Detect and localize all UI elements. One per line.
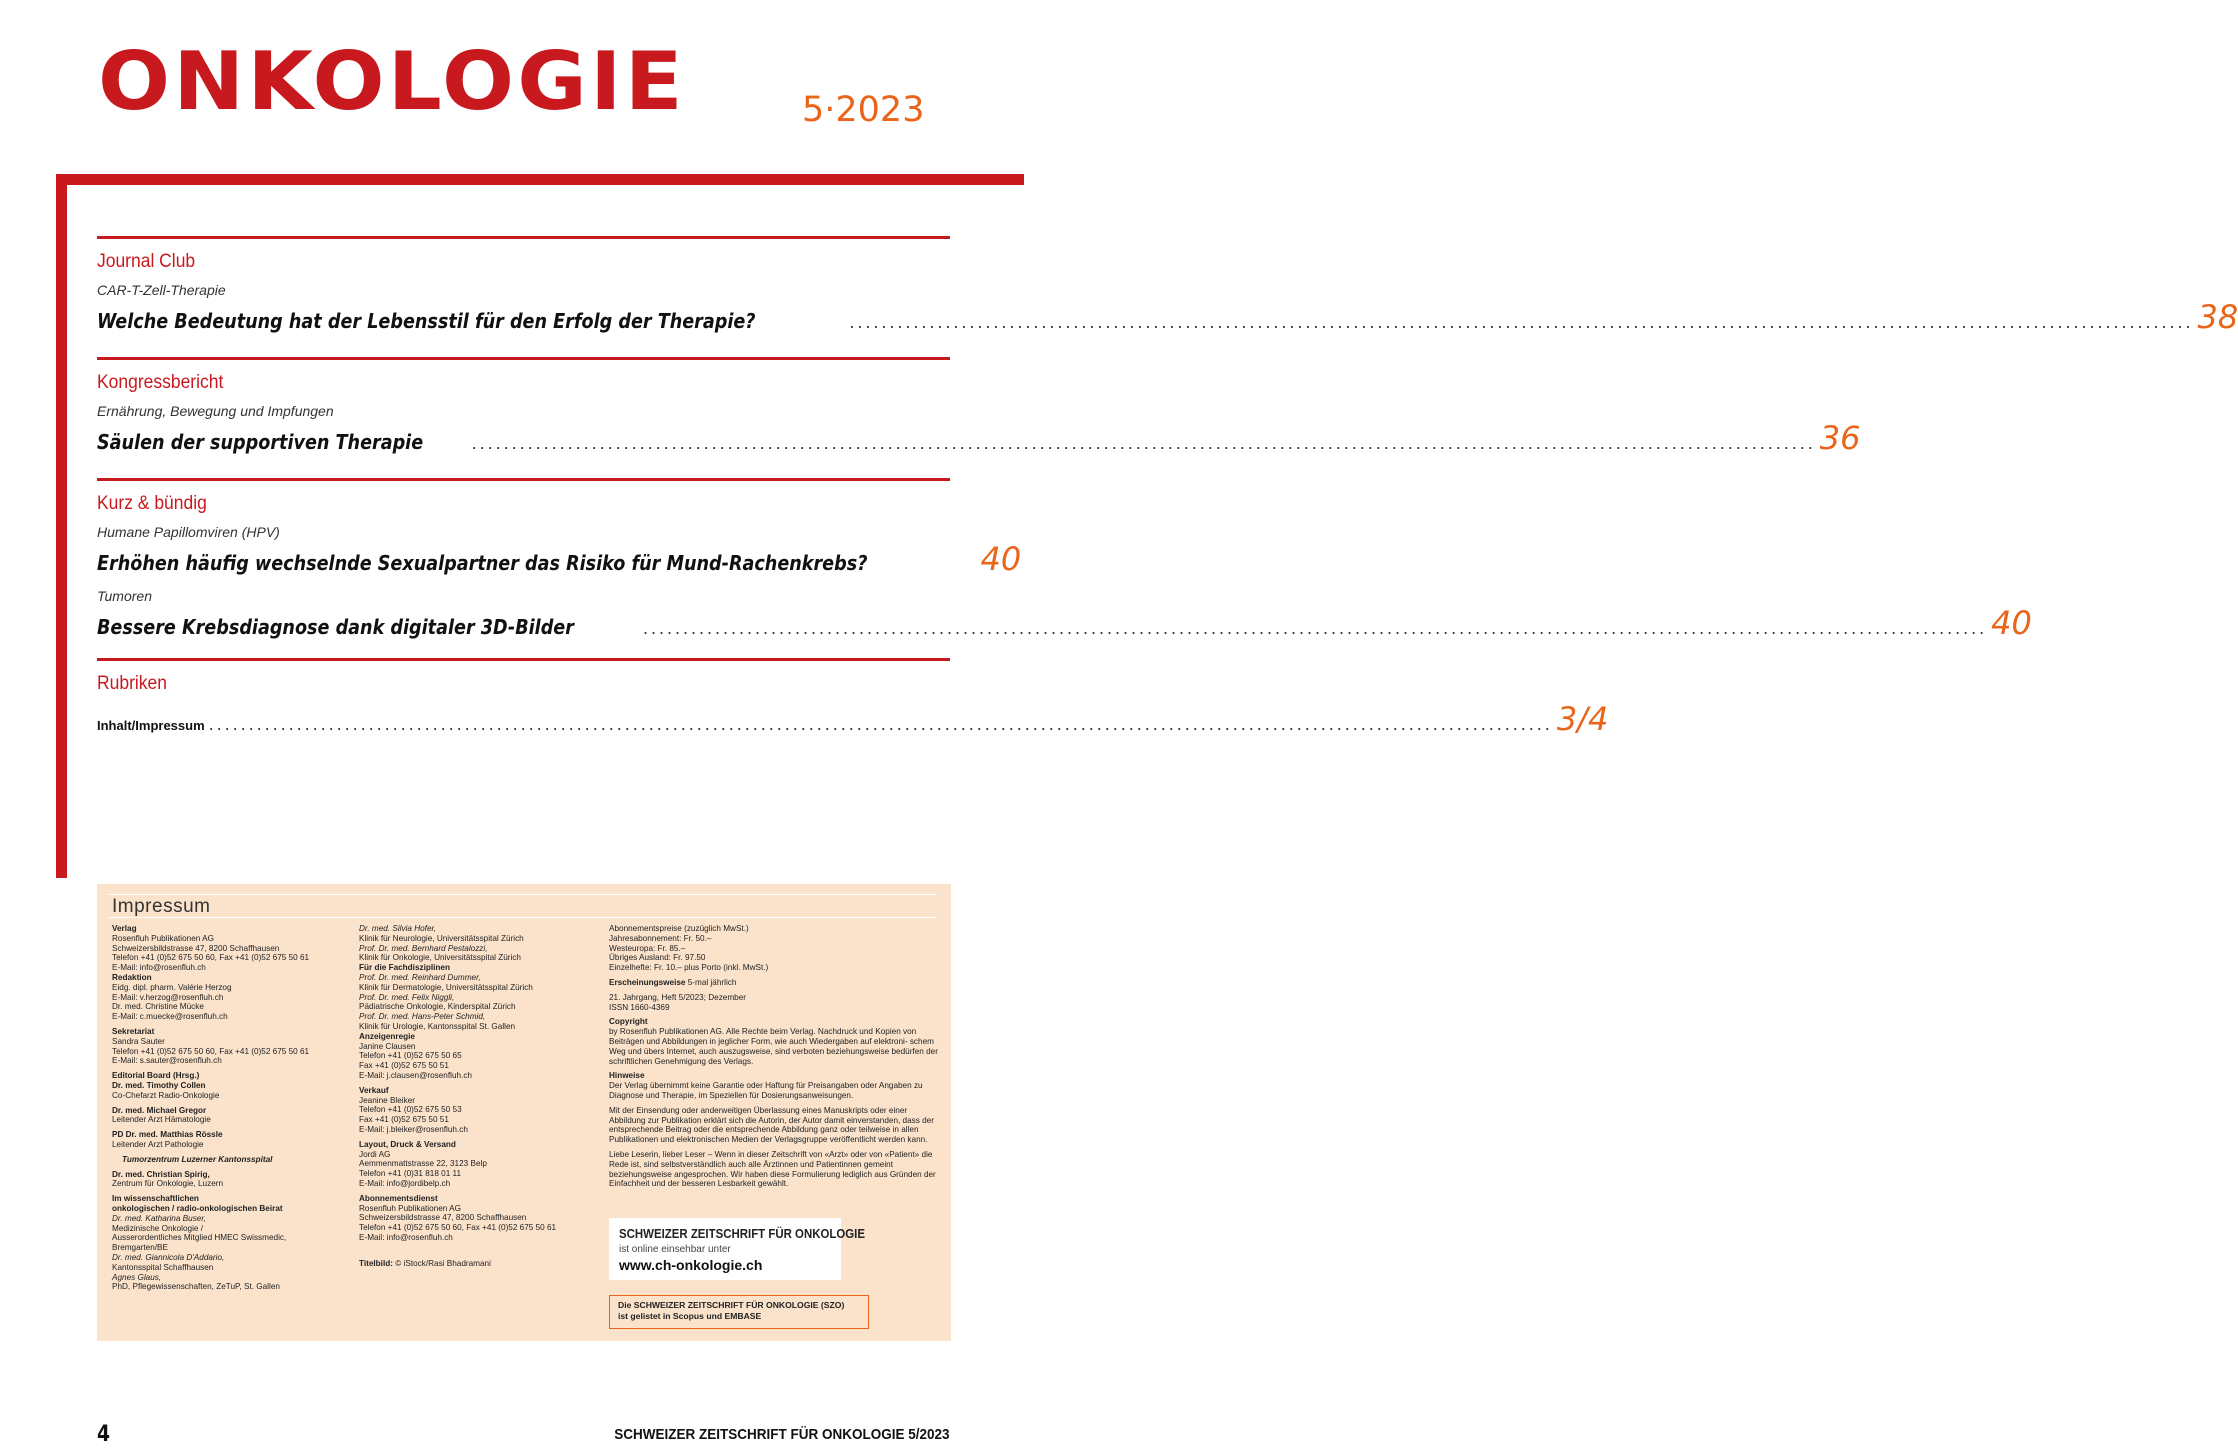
verlag-line: Telefon +41 (0)52 675 50 60, Fax +41 (0)52 675 50 61 xyxy=(112,953,310,963)
fach-member: Prof. Dr. med. Hans-Peter Schmid, xyxy=(359,1012,486,1022)
hinweis-text: Liebe Leserin, lieber Leser – Wenn in dieser Zeitschrift von «Arzt» oder von «Patient» die Rede ist, sind selbstverständlich auch alle Ärztinnen und Patientinnen gemeint beziehungsweise angesprochen. Wir haben diese Formulierung lediglich aus Gründen der Einfachheit und der besseren Lesbarkeit gewählt. xyxy=(609,1149,936,1189)
titelbild-credit: © iStock/Rasi Bhadramani xyxy=(395,1258,491,1268)
scopus-line: Die SCHWEIZER ZEITSCHRIFT FÜR ONKOLOGIE (SZO) xyxy=(618,1300,845,1310)
board-role: Leitender Arzt Pathologie xyxy=(112,1139,204,1149)
entry-kicker: Tumoren xyxy=(97,588,152,604)
section-journal-club xyxy=(97,236,2238,336)
abo-line: Telefon +41 (0)52 675 50 60, Fax +41 (0)52 675 50 61 xyxy=(359,1223,557,1233)
sekretariat-line: E-Mail: s.sauter@rosenfluh.ch xyxy=(112,1056,222,1066)
sekretariat-heading: Sekretariat xyxy=(112,1026,155,1036)
entry-kicker: Humane Papillomviren (HPV) xyxy=(97,524,280,540)
anzeigen-line: Janine Clausen xyxy=(359,1041,416,1051)
entry-kicker: Ernährung, Bewegung und Impfungen xyxy=(97,403,334,419)
fach-member: Prof. Dr. med. Felix Niggli, xyxy=(359,992,455,1002)
toc-entry[interactable] xyxy=(97,523,1022,578)
abo-line: E-Mail: info@rosenfluh.ch xyxy=(359,1232,453,1242)
sekretariat-line: Sandra Sauter xyxy=(112,1036,165,1046)
preise-line: Einzelhefte: Fr. 10.– plus Porto (inkl. MwSt.) xyxy=(609,963,769,973)
verlag-heading: Verlag xyxy=(112,924,137,933)
abo-heading: Abonnementsdienst xyxy=(359,1193,438,1203)
fach-member: Prof. Dr. med. Reinhard Dummer, xyxy=(359,972,481,982)
journal-title: ONKOLOGIE xyxy=(98,35,686,128)
beirat-heading: Im wissenschaftlichen xyxy=(112,1194,199,1204)
fach-heading: Für die Fachdisziplinen xyxy=(359,963,450,973)
masthead xyxy=(98,34,686,130)
jahrgang-line: 21. Jahrgang, Heft 5/2023; Dezember xyxy=(609,992,746,1002)
beirat-role: Bremgarten/BE xyxy=(112,1243,168,1253)
verlag-line: Schweizersbildstrasse 47, 8200 Schaffhausen xyxy=(112,943,280,953)
scopus-line: ist gelistet in Scopus und EMBASE xyxy=(618,1311,762,1321)
layout-line: Aemmenmattstrasse 22, 3123 Belp xyxy=(359,1159,487,1169)
verkauf-line: E-Mail: j.bleiker@rosenfluh.ch xyxy=(359,1124,468,1134)
frame-top-bar xyxy=(56,174,1024,185)
section-rule xyxy=(97,236,950,239)
copyright-heading: Copyright xyxy=(609,1017,648,1027)
beirat-role: Medizinische Onkologie / xyxy=(112,1223,204,1233)
verlag-line: Rosenfluh Publikationen AG xyxy=(112,933,214,943)
anzeigen-line: Telefon +41 (0)52 675 50 65 xyxy=(359,1051,462,1061)
toc-entry[interactable] xyxy=(97,587,2032,642)
toc-entry[interactable] xyxy=(97,700,1609,740)
redaktion-line: Dr. med. Christine Mücke xyxy=(112,1002,204,1012)
leader-dots xyxy=(472,433,1816,454)
fach-role: Klinik für Dermatologie, Universitätsspital Zürich xyxy=(359,982,533,992)
entry-page: 3/4 xyxy=(1556,700,1609,738)
entry-page: 38 xyxy=(2197,298,2238,336)
online-box xyxy=(609,1218,865,1280)
preise-line: Jahresabonnement: Fr. 50.– xyxy=(609,933,712,943)
section-title: Rubriken xyxy=(97,673,167,694)
beirat-member: Prof. Dr. med. Bernhard Pestalozzi, xyxy=(359,943,488,953)
board-member: Dr. med. Timothy Collen xyxy=(112,1080,206,1090)
preise-line: Abonnementspreise (zuzüglich MwSt.) xyxy=(609,924,749,933)
verkauf-line: Fax +41 (0)52 675 50 51 xyxy=(359,1115,449,1125)
beirat-role: Ausserordentliches Mitglied HMEC Swissmedic, xyxy=(112,1233,287,1243)
issue-number: 5·2023 xyxy=(802,90,925,130)
beirat-role: Klinik für Neurologie, Universitätsspital Zürich xyxy=(359,933,524,943)
beirat-member: Dr. med. Katharina Buser, xyxy=(112,1213,206,1223)
beirat-member: Dr. med. Silvia Hofer, xyxy=(359,924,437,933)
entry-page: 40 xyxy=(980,540,1022,578)
entry-headline: Welche Bedeutung hat der Lebensstil für den Erfolg der Therapie? xyxy=(97,309,756,333)
impressum-box xyxy=(97,884,951,1341)
toc-entry[interactable] xyxy=(97,402,1861,457)
entry-headline: Erhöhen häufig wechselnde Sexualpartner das Risiko für Mund-Rachenkrebs? xyxy=(97,551,868,575)
anzeigen-line: E-Mail: j.clausen@rosenfluh.ch xyxy=(359,1070,472,1080)
preise-line: Westeuropa: Fr. 85.– xyxy=(609,943,686,953)
impressum-title: Impressum xyxy=(112,896,211,917)
verkauf-line: Jeanine Bleiker xyxy=(359,1095,415,1105)
layout-line: Jordi AG xyxy=(359,1149,391,1159)
abo-line: Rosenfluh Publikationen AG xyxy=(359,1203,461,1213)
section-rubriken xyxy=(97,658,1609,740)
board-member: PD Dr. med. Matthias Rössle xyxy=(112,1130,223,1140)
hinweis-text: Der Verlag übernimmt keine Garantie oder Haftung für Preisangaben oder Angaben zu Diagnose und Therapie, im Speziellen für Dosierungsanweisungen. xyxy=(609,1081,923,1100)
hinweis-heading: Hinweise xyxy=(609,1071,645,1081)
board-role: Co-Chefarzt Radio-Onkologie xyxy=(112,1090,220,1100)
beirat-role: Klinik für Onkologie, Universitätsspital Zürich xyxy=(359,953,521,963)
titelbild-heading: Titelbild: xyxy=(359,1258,393,1268)
leader-dots xyxy=(643,618,1987,639)
entry-page: 36 xyxy=(1819,419,1861,457)
entry-kicker: CAR-T-Zell-Therapie xyxy=(97,282,226,298)
verkauf-line: Telefon +41 (0)52 675 50 53 xyxy=(359,1105,462,1115)
page-number: 4 xyxy=(97,1422,111,1447)
verlag-line: E-Mail: info@rosenfluh.ch xyxy=(112,963,206,973)
anzeigen-line: Fax +41 (0)52 675 50 51 xyxy=(359,1061,449,1071)
scopus-notice xyxy=(609,1295,869,1329)
leader-dots xyxy=(849,312,2193,333)
frame-left-bar xyxy=(56,174,67,878)
entry-page: 40 xyxy=(1991,604,2032,642)
hinweis-text: Mit der Einsendung oder anderweitigen Überlassung eines Manuskripts oder einer Abbildung zur Publikation erklärt sich die Autorin, der Autor damit einverstanden, dass der entsprechende Beitrag oder die entsprechende Abbildung ganz oder teilweise in allen Publikationen und elektronischen Medien der Verlagsgruppe veröffentlicht werden kann. xyxy=(609,1105,934,1145)
copyright-text: by Rosenfluh Publikationen AG. Alle Rechte beim Verlag. Nachdruck und Kopien von Beiträgen und Abbildungen in jeglicher Form, wie auch Wiedergaben auf elektroni- schem Weg und übers Internet, auch auszugsweise, sind verboten beziehungsweise bedürfen der schriftlichen Genehmigung des Verlags. xyxy=(609,1027,938,1066)
entry-headline: Säulen der supportiven Therapie xyxy=(97,430,424,454)
toc-entry[interactable] xyxy=(97,281,2238,336)
anzeigen-heading: Anzeigenregie xyxy=(359,1031,415,1041)
board-role: Zentrum für Onkologie, Luzern xyxy=(112,1179,224,1189)
erscheinung-heading: Erscheinungsweise xyxy=(609,977,686,987)
redaktion-line: Eidg. dipl. pharm. Valérie Herzog xyxy=(112,982,232,992)
section-kurz-buendig xyxy=(97,478,2032,642)
redaktion-heading: Redaktion xyxy=(112,972,152,982)
beirat-member: Dr. med. Giannicola D'Addario, xyxy=(112,1252,225,1262)
impressum-column-3 xyxy=(609,924,939,1189)
verkauf-heading: Verkauf xyxy=(359,1085,389,1095)
divider xyxy=(109,894,937,895)
leader-dots xyxy=(209,714,1553,735)
sekretariat-line: Telefon +41 (0)52 675 50 60, Fax +41 (0)52 675 50 61 xyxy=(112,1046,310,1056)
section-title: Kongressbericht xyxy=(97,372,224,393)
board-heading: Editorial Board (Hrsg.) xyxy=(112,1071,200,1081)
section-title: Kurz & bündig xyxy=(97,493,207,514)
board-member: Dr. med. Christian Spirig, xyxy=(112,1169,210,1179)
redaktion-line: E-Mail: v.herzog@rosenfluh.ch xyxy=(112,992,224,1002)
impressum-column-2 xyxy=(359,924,599,1269)
beirat-role: Kantonsspital Schaffhausen xyxy=(112,1262,214,1272)
layout-line: Telefon +41 (0)31 818 01 11 xyxy=(359,1169,462,1179)
section-rule xyxy=(97,658,950,661)
beirat-member: Agnes Glaus, xyxy=(112,1272,162,1282)
erscheinung-value: 5-mal jährlich xyxy=(687,977,737,987)
section-kongressbericht xyxy=(97,357,1861,457)
layout-heading: Layout, Druck & Versand xyxy=(359,1139,456,1149)
board-member: Dr. med. Michael Gregor xyxy=(112,1105,207,1115)
online-title: SCHWEIZER ZEITSCHRIFT FÜR ONKOLOGIE xyxy=(619,1226,865,1241)
issn-line: ISSN 1660-4369 xyxy=(609,1002,670,1012)
online-url-link[interactable]: www.ch-onkologie.ch xyxy=(619,1257,763,1273)
fach-role: Klinik für Urologie, Kantonsspital St. Gallen xyxy=(359,1021,516,1031)
beirat-heading: onkologischen / radio-onkologischen Beirat xyxy=(112,1203,283,1213)
preise-line: Übriges Ausland: Fr. 97.50 xyxy=(609,953,706,963)
entry-label: Inhalt/Impressum xyxy=(97,718,205,733)
beirat-role: PhD, Pflegewissenschaften, ZeTuP, St. Gallen xyxy=(112,1282,280,1292)
footer-journal-name: SCHWEIZER ZEITSCHRIFT FÜR ONKOLOGIE 5/2023 xyxy=(614,1426,950,1443)
section-rule xyxy=(97,357,950,360)
board-role: Leitender Arzt Hämatologie xyxy=(112,1115,211,1125)
impressum-column-1 xyxy=(112,924,347,1292)
entry-headline: Bessere Krebsdiagnose dank digitaler 3D-Bilder xyxy=(97,615,574,639)
board-organization: Tumorzentrum Luzerner Kantonsspital xyxy=(122,1154,273,1164)
section-rule xyxy=(97,478,950,481)
abo-line: Schweizersbildstrasse 47, 8200 Schaffhausen xyxy=(359,1213,527,1223)
online-subtitle: ist online einsehbar unter xyxy=(619,1244,731,1255)
section-title: Journal Club xyxy=(97,251,196,272)
fach-role: Pädiatrische Onkologie, Kinderspital Zürich xyxy=(359,1002,516,1012)
redaktion-line: E-Mail: c.muecke@rosenfluh.ch xyxy=(112,1012,228,1022)
layout-line: E-Mail: info@jordibelp.ch xyxy=(359,1178,451,1188)
divider xyxy=(109,917,937,918)
